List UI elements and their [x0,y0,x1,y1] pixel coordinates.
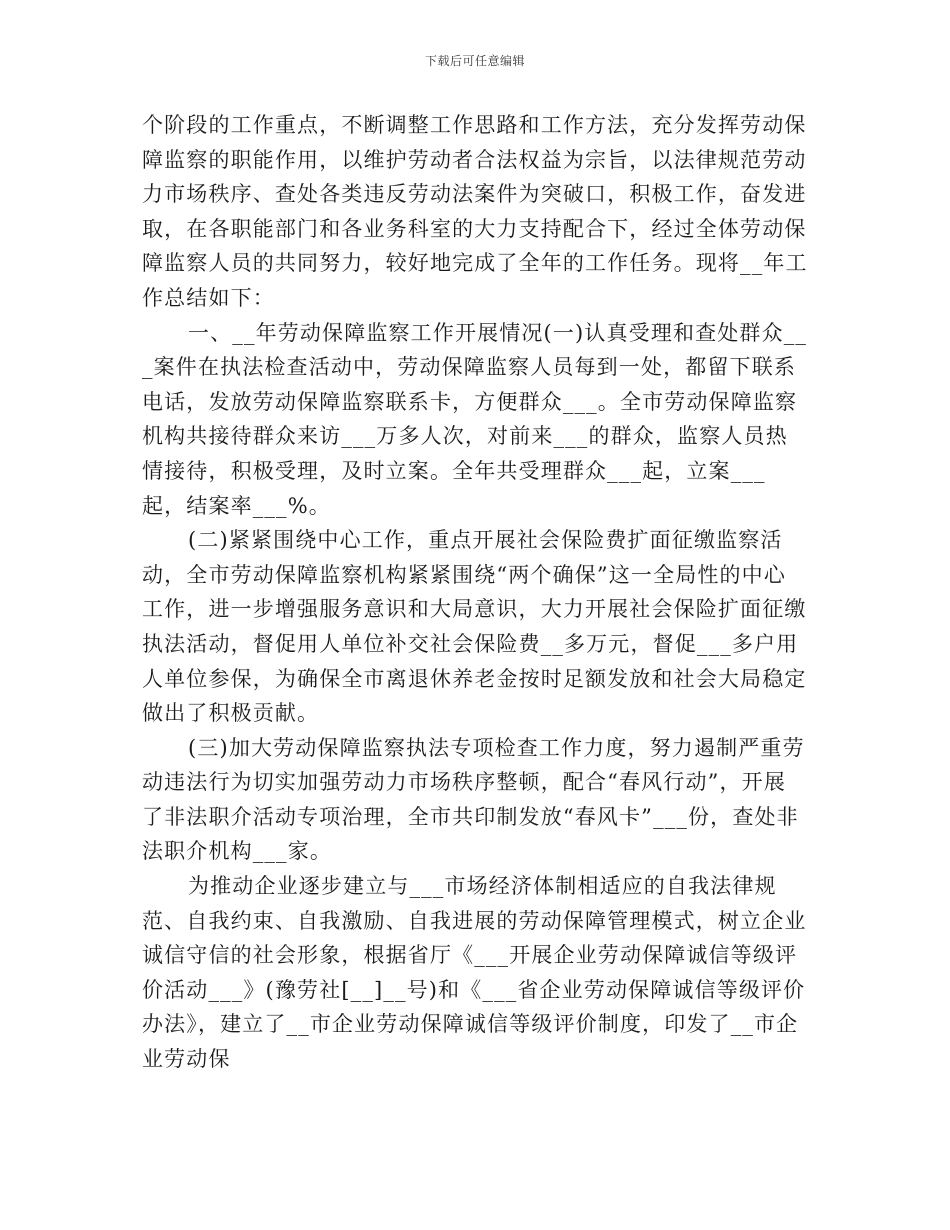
paragraph-section-one: 一、__年劳动保障监察工作开展情况(一)认真受理和查处群众___案件在执法检查活动中，劳动保障监察人员每到一处，都留下联系电话，发放劳动保障监察联系卡，方便群众___。全市劳动保障监察机构共接待群众来访___万多人次，对前来___的群众，监察人员热情接待，积极受理，及时立案。全年共受理群众___起，立案___起，结案率___%。 [142,320,808,518]
page-header: 下载后可任意编辑 [424,54,525,68]
paragraph-section-three: (三)加大劳动保障监察执法专项检查工作力度，努力遏制严重劳动违法行为切实加强劳动力市场秩序整顿，配合“春风行动”，开展了非法职介活动专项治理，全市共印制发放“春风卡”___份，查处非法职介机构___家。 [142,735,805,864]
paragraph-section-two: (二)紧紧围绕中心工作，重点开展社会保险费扩面征缴监察活动，全市劳动保障监察机构紧紧围绕“两个确保”这一全局性的中心工作，进一步增强服务意识和大局意识，大力开展社会保险扩面征缴执法活动，督促用人单位补交社会保险费__多万元，督促___多户用人单位参保，为确保全市离退休养老金按时足额发放和社会大局稳定做出了积极贡献。 [142,528,807,726]
paragraph-credit-rating: 为推动企业逐步建立与___市场经济体制相适应的自我法律规范、自我约束、自我激励、自我进展的劳动保障管理模式，树立企业诚信守信的社会形象，根据省厅《___开展企业劳动保障诚信等级评价活动___》(豫劳社[__]__号)和《___省企业劳动保障诚信等级评价办法》，建立了__市企业劳动保障诚信等级评价制度，印发了__市企业劳动保 [142,874,807,1072]
document-body [142,108,808,1077]
paragraph-intro-continuation: 个阶段的工作重点，不断调整工作思路和工作方法，充分发挥劳动保障监察的职能作用，以维护劳动者合法权益为宗旨，以法律规范劳动力市场秩序、查处各类违反劳动法案件为突破口，积极工作，奋发进取，在各职能部门和各业务科室的大力支持配合下，经过全体劳动保障监察人员的共同努力，较好地完成了全年的工作任务。现将__年工作总结如下： [142,113,808,310]
